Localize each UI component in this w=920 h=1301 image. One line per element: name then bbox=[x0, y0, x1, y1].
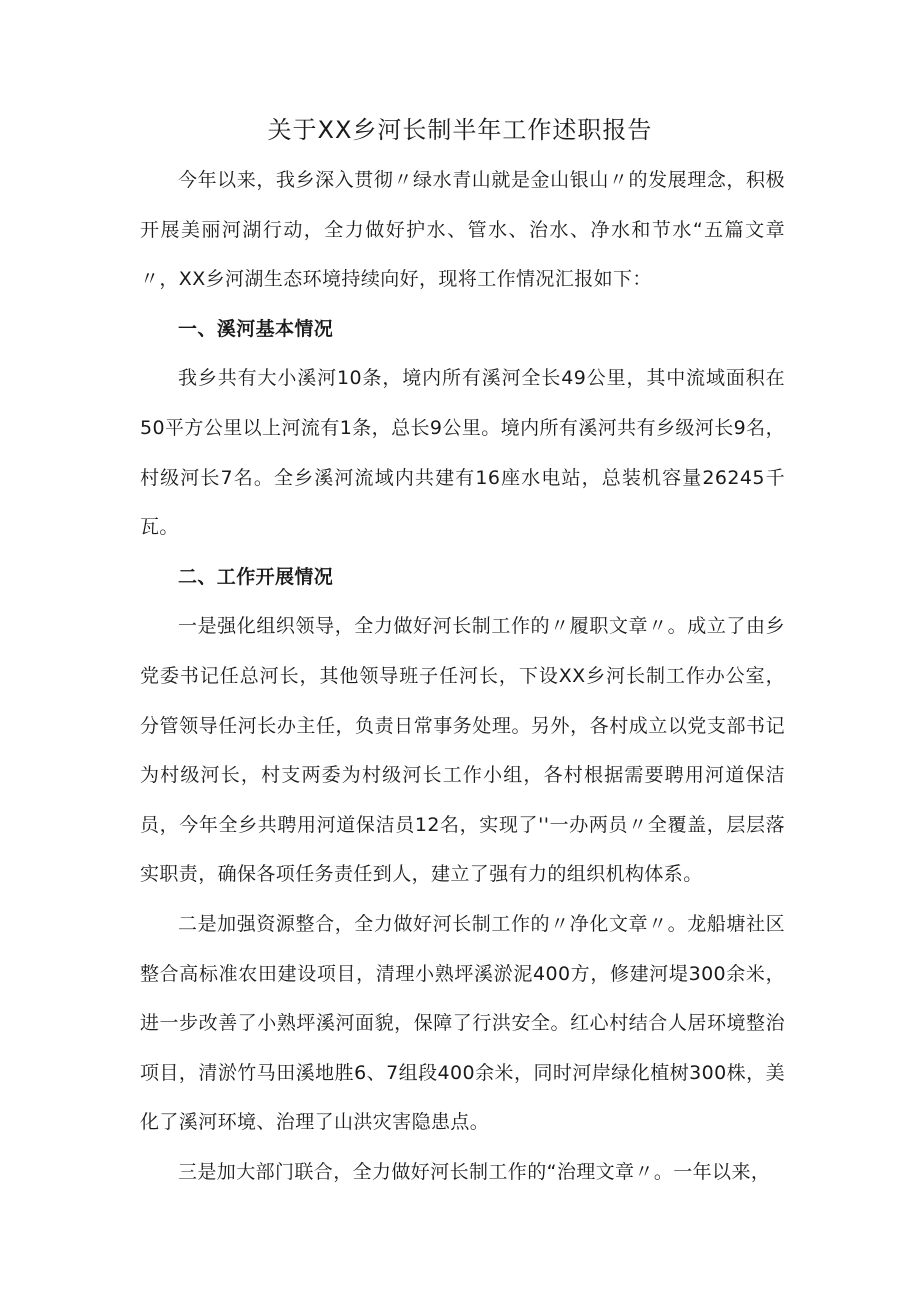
document-body bbox=[140, 156, 785, 1197]
intro-paragraph: 今年以来，我乡深入贯彻〃绿水青山就是金山银山〃的发展理念，积极开展美丽河湖行动，全力做好护水、管水、治水、净水和节水“五篇文章〃，XX乡河湖生态环境持续向好，现将工作情况汇报如下： bbox=[140, 169, 785, 291]
section-1-paragraph: 我乡共有大小溪河10条，境内所有溪河全长49公里，其中流域面积在50平方公里以上河流有1条，总长9公里。境内所有溪河共有乡级河长9名，村级河长7名。全乡溪河流域内共建有16座水电站，总装机容量26245千瓦。 bbox=[140, 367, 785, 539]
section-2-paragraph-1: 一是强化组织领导，全力做好河长制工作的〃履职文章〃。成立了由乡党委书记任总河长，其他领导班子任河长，下设XX乡河长制工作办公室，分管领导任河长办主任，负责日常事务处理。另外，各村成立以党支部书记为村级河长，村支两委为村级河长工作小组，各村根据需要聘用河道保洁员，今年全乡共聘用河道保洁员12名，实现了''一办两员〃全覆盖，层层落实职责，确保各项任务责任到人，建立了强有力的组织机构体系。 bbox=[140, 615, 785, 886]
section-2-paragraph-3: 三是加大部门联合，全力做好河长制工作的“治理文章〃。一年以来， bbox=[178, 1160, 771, 1183]
section-heading-2: 二、工作开展情况 bbox=[178, 565, 334, 588]
section-2-paragraph-2: 二是加强资源整合，全力做好河长制工作的〃净化文章〃。龙船塘社区整合高标准农田建设项目，清理小熟坪溪淤泥400方，修建河堤300余米，进一步改善了小熟坪溪河面貌，保障了行洪安全。红心村结合人居环境整治项目，清淤竹马田溪地胜6、7组段400余米，同时河岸绿化植树300株，美化了溪河环境、治理了山洪灾害隐患点。 bbox=[140, 912, 785, 1134]
document-title: 关于XX乡河长制半年工作述职报告 bbox=[267, 116, 653, 144]
section-heading-1: 一、溪河基本情况 bbox=[178, 317, 334, 340]
